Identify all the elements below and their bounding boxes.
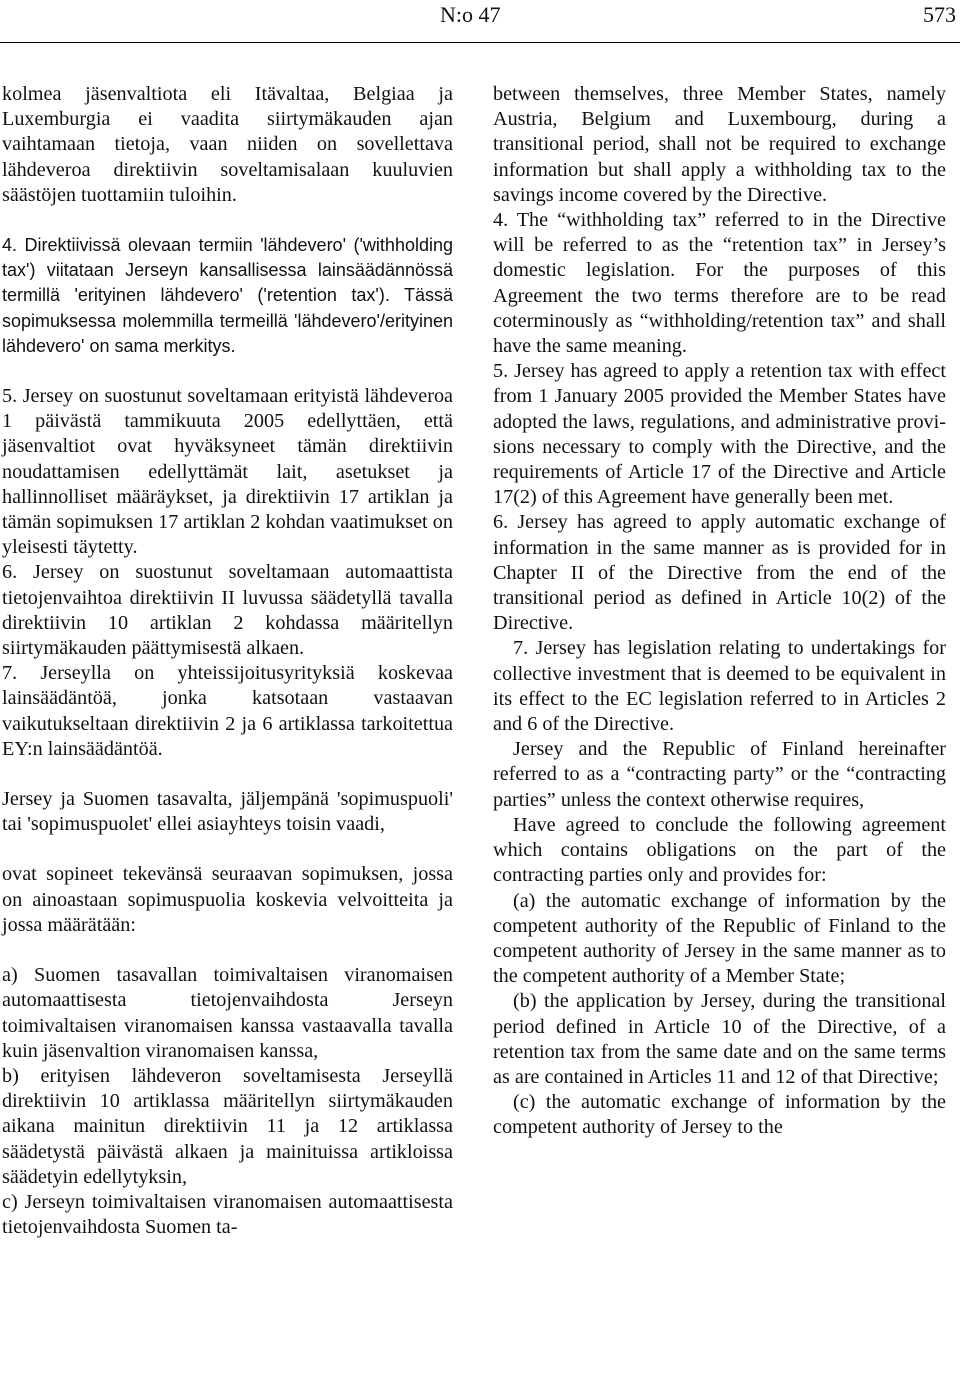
en-parties: Jersey and the Republic of Finland hereinafter referred to as a “contracting party” or the “contracting parties” unless the context otherwise requires,: [493, 738, 946, 811]
fi-item-a: a) Suomen tasavallan toimivaltaisen viranomaisen automaattisesta tietojenvaihdosta Jerseyn toimivaltaisen viranomaisen kanssa vastaavalla tavalla kuin jäsenvaltion viranomaisen kanssa,: [2, 964, 453, 1062]
fi-item-c: c) Jerseyn toimivaltaisen viranomaisen automaattisesta tietojenvaihdosta Suomen ta-: [2, 1190, 453, 1239]
finnish-column: [2, 82, 453, 1240]
en-item-b: (b) the application by Jersey, during the transitional period defined in Article 10 of the Directive, of a retention tax from the same date and on the same terms as are contained in Articles 11 and 12 of that Directive;: [493, 990, 946, 1088]
fi-paragraph-intro: kolmea jäsenvaltiota eli Itävaltaa, Belgiaa ja Luxemburgia ei vaadita siirtymäkauden ajan vaihtamaan tietoja, vaan niiden on sovellettava lähdeveroa direktiivin soveltamisalaan kuuluvien säästöjen tuottamiin tuloihin.: [2, 83, 453, 206]
fi-parties: Jersey ja Suomen tasavalta, jäljempänä 'sopimuspuoli' tai 'sopimuspuolet' ellei asiayhteys toisin vaadi,: [2, 788, 453, 836]
en-paragraph-5: 5. Jersey has agreed to apply a retention tax with effect from 1 January 2005 provided the Member States have adopted the laws, regulations, and administrative provisions necessary to comply with the Directive, and the requirements of Article 17 of the Directive and Article 17(2) of this Agreement have generally been met.: [493, 360, 946, 509]
en-item-a: (a) the automatic exchange of information by the competent authority of the Republic of Finland to the competent authority of Jersey in the same manner as to the competent authority of a Member State;: [493, 889, 946, 988]
fi-paragraph-4: 4. Direktiivissä olevaan termiin 'lähdevero' ('withholding tax') viitataan Jerseyn kansallisessa lainsäädännössä termillä 'erityinen lähdevero' ('retention tax'). Tässä sopimuksessa molemmilla termeillä 'lähdevero'/erityinen lähdevero' on sama merkitys.: [2, 235, 453, 356]
en-paragraph-6: 6. Jersey has agreed to apply automatic exchange of information in the same manner as is provided for in Chapter II of the Directive from the end of the transitional period as defined in Article 10(2) of the Directive.: [493, 511, 946, 635]
en-paragraph-7: 7. Jersey has legislation relating to undertakings for collective investment that is deemed to be equivalent in its effect to the EC legislation referred to in Articles 2 and 6 of the Directive.: [493, 637, 946, 736]
fi-item-b: b) erityisen lähdeveron soveltamisesta Jerseyllä direktiivin 10 artiklassa määritellyn siirtymäkauden aikana mainitun direktiivin 11 ja 12 artiklassa säädetystä päivästä alkaen ja mainituissa artikloissa säädetyin edellytyksin,: [2, 1064, 453, 1188]
en-paragraph-4: 4. The “withholding tax” referred to in the Directive will be referred to as the “retention tax” in Jersey’s domestic legislation. For the purposes of this Agreement the two terms therefore are to be read coterminously as “withholding/retention tax” and shall have the same meaning.: [493, 209, 946, 358]
page-header: [0, 0, 960, 36]
en-paragraph-intro: between themselves, three Member States, namely Austria, Belgium and Luxembourg, during a transitional period, shall not be required to exchange information but shall apply a withholding tax to the savings income covered by the Directive.: [493, 83, 946, 206]
page-number: 573: [923, 2, 956, 27]
fi-agreed: ovat sopineet tekevänsä seuraavan sopimuksen, jossa on ainoastaan sopimuspuolia koskevia velvoitteita ja jossa määrätään:: [2, 863, 453, 936]
fi-paragraph-7: 7. Jerseylla on yhteissijoitusyrityksiä koskevaa lainsäädäntöä, jonka katsotaan vastaavan vaikutukseltaan direktiivin 2 ja 6 artiklassa tarkoitettua EY:n lainsäädäntöä.: [2, 662, 453, 760]
header-rule: [0, 42, 960, 43]
en-agreed: Have agreed to conclude the following agreement which contains obligations on the part of the contracting parties only and provides for:: [493, 813, 946, 887]
fi-paragraph-6: 6. Jersey on suostunut soveltamaan automaattista tietojenvaihtoa direktiivin II luvussa säädetyllä tavalla direktiivin 10 artiklan 2 kohdassa määritellyn siirtymäkauden päättymisestä alkaen.: [2, 561, 453, 660]
fi-paragraph-5: 5. Jersey on suostunut soveltamaan erityistä lähdeveroa 1 päivästä tammikuuta 2005 edellyttäen, että jäsenvaltiot ovat hyväksyneet tämän direktiivin noudattamisen edellyttämät lait, asetukset ja hallinnolliset määräykset, ja direktiivin 17 artiklan ja tämän sopimuksen 17 artiklan 2 kohdan vaatimukset on yleisesti täytetty.: [2, 385, 453, 559]
en-item-c: (c) the automatic exchange of information by the competent authority of Jersey to the: [493, 1091, 946, 1139]
english-column: [493, 82, 946, 1141]
issue-number: N:o 47: [440, 2, 501, 27]
